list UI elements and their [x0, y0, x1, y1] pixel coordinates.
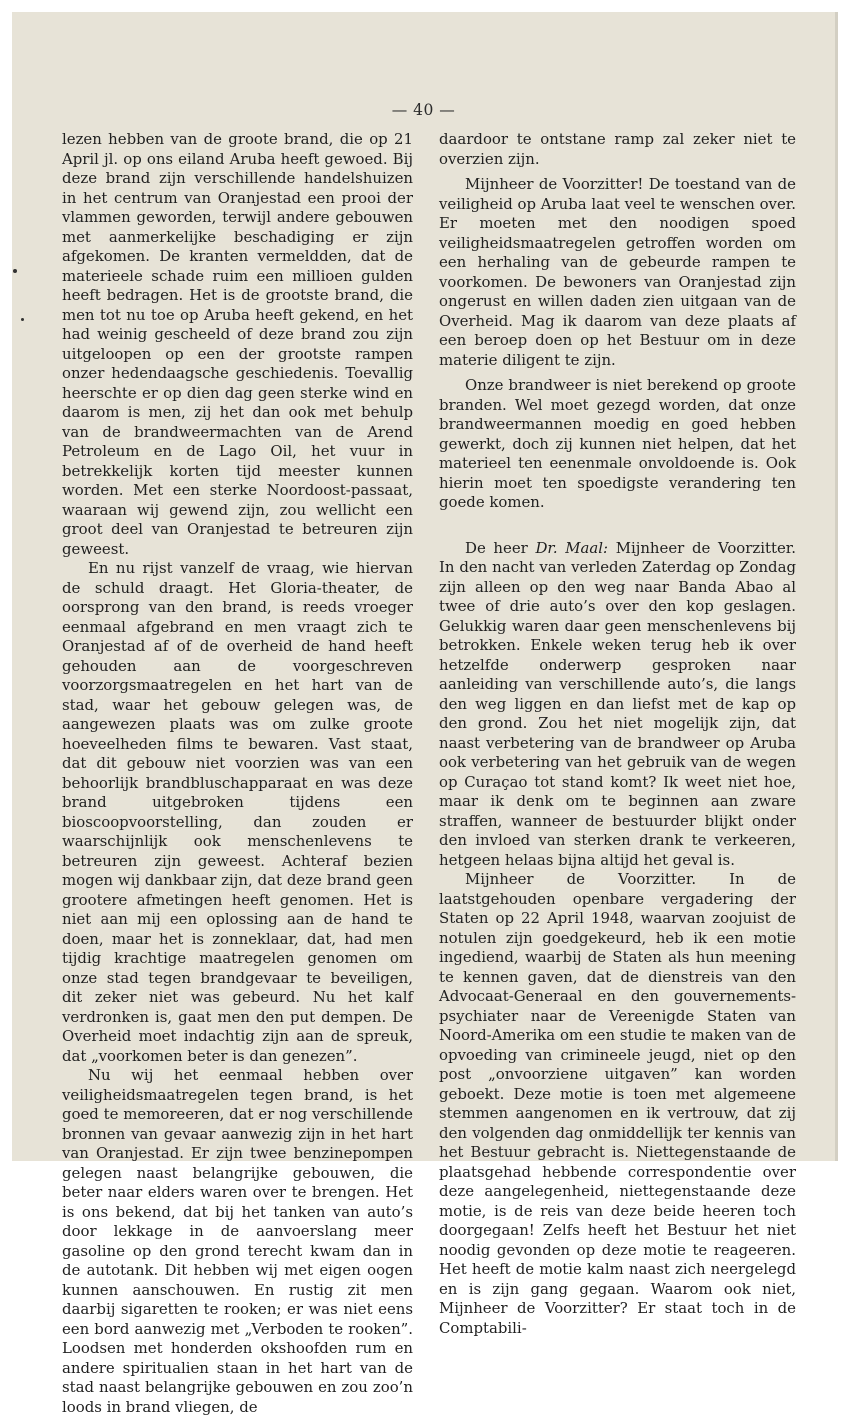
- ink-mark: [13, 269, 17, 273]
- paragraph: Mijnheer de Voorzitter! De toestand van de veiligheid op Aruba laat veel te wenschen over. Er moeten met den noodigen spoed veiligheidsmaatregelen getroffen worden om een herhaling van de gebeurde rampen te voorkomen. De bewoners van Oranjestad zijn ongerust en willen daden zien uitgaan van de Overheid. Mag ik daarom van deze plaats af een beroep doen op het Bestuur om in deze materie diligent te zijn.: [439, 175, 796, 369]
- paragraph: Nu wij het eenmaal hebben over veiligheidsmaatregelen tegen brand, is het goed te memoreeren, dat er nog verschillende bronnen van gevaar aanwezig zijn in het hart van Oranjestad. Er zijn twee benzinepompen gelegen naast belangrijke gebouwen, die beter naar elders waren over te brengen. Het is ons bekend, dat bij het tanken van auto’s door lekkage in de aanvoerslang meer gasoline op den grond terecht kwam dan in de autotank. Dit hebben wij met eigen oogen kunnen aanschouwen. En rustig zit men daarbij sigaretten te rooken; er was niet eens een bord aanwezig met „Verboden te rooken”. Loodsen met honderden okshoofden rum en andere spiritualien staan in het hart van de stad naast belangrijke gebouwen en zou zoo’n loods in brand vliegen, de: [62, 1066, 413, 1416]
- speaker-paragraph: [439, 539, 796, 871]
- page-number: — 40 —: [391, 101, 456, 119]
- left-column: [62, 130, 413, 1417]
- document-page: [12, 12, 838, 1416]
- paragraph: daardoor te ontstane ramp zal zeker niet te overzien zijn.: [439, 130, 796, 168]
- ink-mark: [21, 318, 24, 321]
- speaker-name: Dr. Maal:: [535, 538, 609, 557]
- speaker-text: Mijnheer de Voorzitter. In den nacht van verleden Zaterdag op Zondag zijn alleen op den weg naar Banda Abao al twee of drie auto’s over den kop geslagen. Gelukkig waren daar geen menschenlevens bij betrokken. Enkele weken terug heb ik over hetzelfde onderwerp gesproken naar aanleiding van verschillende auto’s, die langs den weg liggen en dan liefst met de kap op den grond. Zou het niet mogelijk zijn, dat naast verbetering van de brandweer op Aruba ook verbetering van het gebruik van de wegen op Curaçao tot stand komt? Ik weet niet hoe, maar ik denk om te beginnen aan zware straffen, wanneer de bestuurder blijkt onder den invloed van sterken drank te verkeeren, hetgeen helaas bijna altijd het geval is.: [439, 538, 796, 869]
- paragraph: Onze brandweer is niet berekend op groote branden. Wel moet gezegd worden, dat onze brandweermannen moedig en goed hebben gewerkt, doch zij kunnen niet helpen, dat het materieel ten eenenmale onvoldoende is. Ook hierin moet ten spoedigste verandering ten goede komen.: [439, 376, 796, 511]
- paragraph: lezen hebben van de groote brand, die op 21 April jl. op ons eiland Aruba heeft gewoed. Bij deze brand zijn verschillende handelshuizen in het centrum van Oranjestad een prooi der vlammen geworden, terwijl andere gebouwen met aanmerkelijke beschadiging er zijn afgekomen. De kranten vermeldden, dat de materieele schade ruim een millioen gulden heeft bedragen. Het is de grootste brand, die men tot nu toe op Aruba heeft gekend, en het had weinig gescheeld of deze brand zou zijn uitgeloopen op een der grootste rampen onzer hedendaagsche geschiedenis. Toevallig heerschte er op dien dag geen sterke wind en daarom is men, zij het dan ook met behulp van de brandweermachten van de Arend Petroleum en de Lago Oil, het vuur in betrekkelijk korten tijd meester kunnen worden. Met een sterke Noordoost-passaat, waaraan wij gewend zijn, zou wellicht een groot deel van Oranjestad te betreuren zijn geweest.: [62, 130, 413, 558]
- paragraph: En nu rijst vanzelf de vraag, wie hiervan de schuld draagt. Het Gloria-theater, de oorsprong van den brand, is reeds vroeger eenmaal afgebrand en men vraagt zich te Oranjestad af of de overheid de hand heeft gehouden aan de voorgeschreven voorzorgsmaatregelen en het hart van de stad, waar het gebouw gelegen was, de aangewezen plaats was om zulke groote hoeveelheden films te bewaren. Vast staat, dat dit gebouw niet voorzien was van een behoorlijk brandbluschapparaat en was deze brand uitgebroken tijdens een bioscoopvoorstelling, dan zouden er waarschijnlijk ook menschenlevens te betreuren zijn geweest. Achteraf bezien mogen wij dankbaar zijn, dat deze brand geen grootere afmetingen heeft genomen. Het is niet aan mij een oplossing aan de hand te doen, maar het is zonneklaar, dat, had men tijdig krachtige maatregelen genomen om onze stad tegen brandgevaar te beveiligen, dit zeker niet was gebeurd. Nu het kalf verdronken is, gaat men den put dempen. De Overheid moet indachtig zijn aan de spreuk, dat „voorkomen beter is dan genezen”.: [62, 559, 413, 1065]
- right-column: [439, 130, 796, 1338]
- paragraph: Mijnheer de Voorzitter. In de laatstgehouden openbare vergadering der Staten op 22 April 1948, waarvan zoojuist de notulen zijn goedgekeurd, heb ik een motie ingediend, waarbij de Staten als hun meening te kennen gaven, dat de dienstreis van den Advocaat-Generaal en den gouvernements-psychiater naar de Vereenigde Staten van Noord-Amerika om een studie te maken van de opvoeding van crimineele jeugd, niet op den post „onvoorziene uitgaven” kan worden geboekt. Deze motie is toen met algemeene stemmen aangenomen en ik vertrouw, dat zij den volgenden dag onmiddellijk ter kennis van het Bestuur gebracht is. Niettegenstaande de plaatsgehad hebbende correspondentie over deze aangelegenheid, niettegenstaande deze motie, is de reis van deze beide heeren toch doorgegaan! Zelfs heeft het Bestuur het niet noodig gevonden op deze motie te reageeren. Het heeft de motie kalm naast zich neergelegd en is zijn gang gegaan. Waarom ook niet, Mijnheer de Voorzitter? Er staat toch in de Comptabili-: [439, 870, 796, 1337]
- speaker-intro: De heer: [465, 538, 536, 557]
